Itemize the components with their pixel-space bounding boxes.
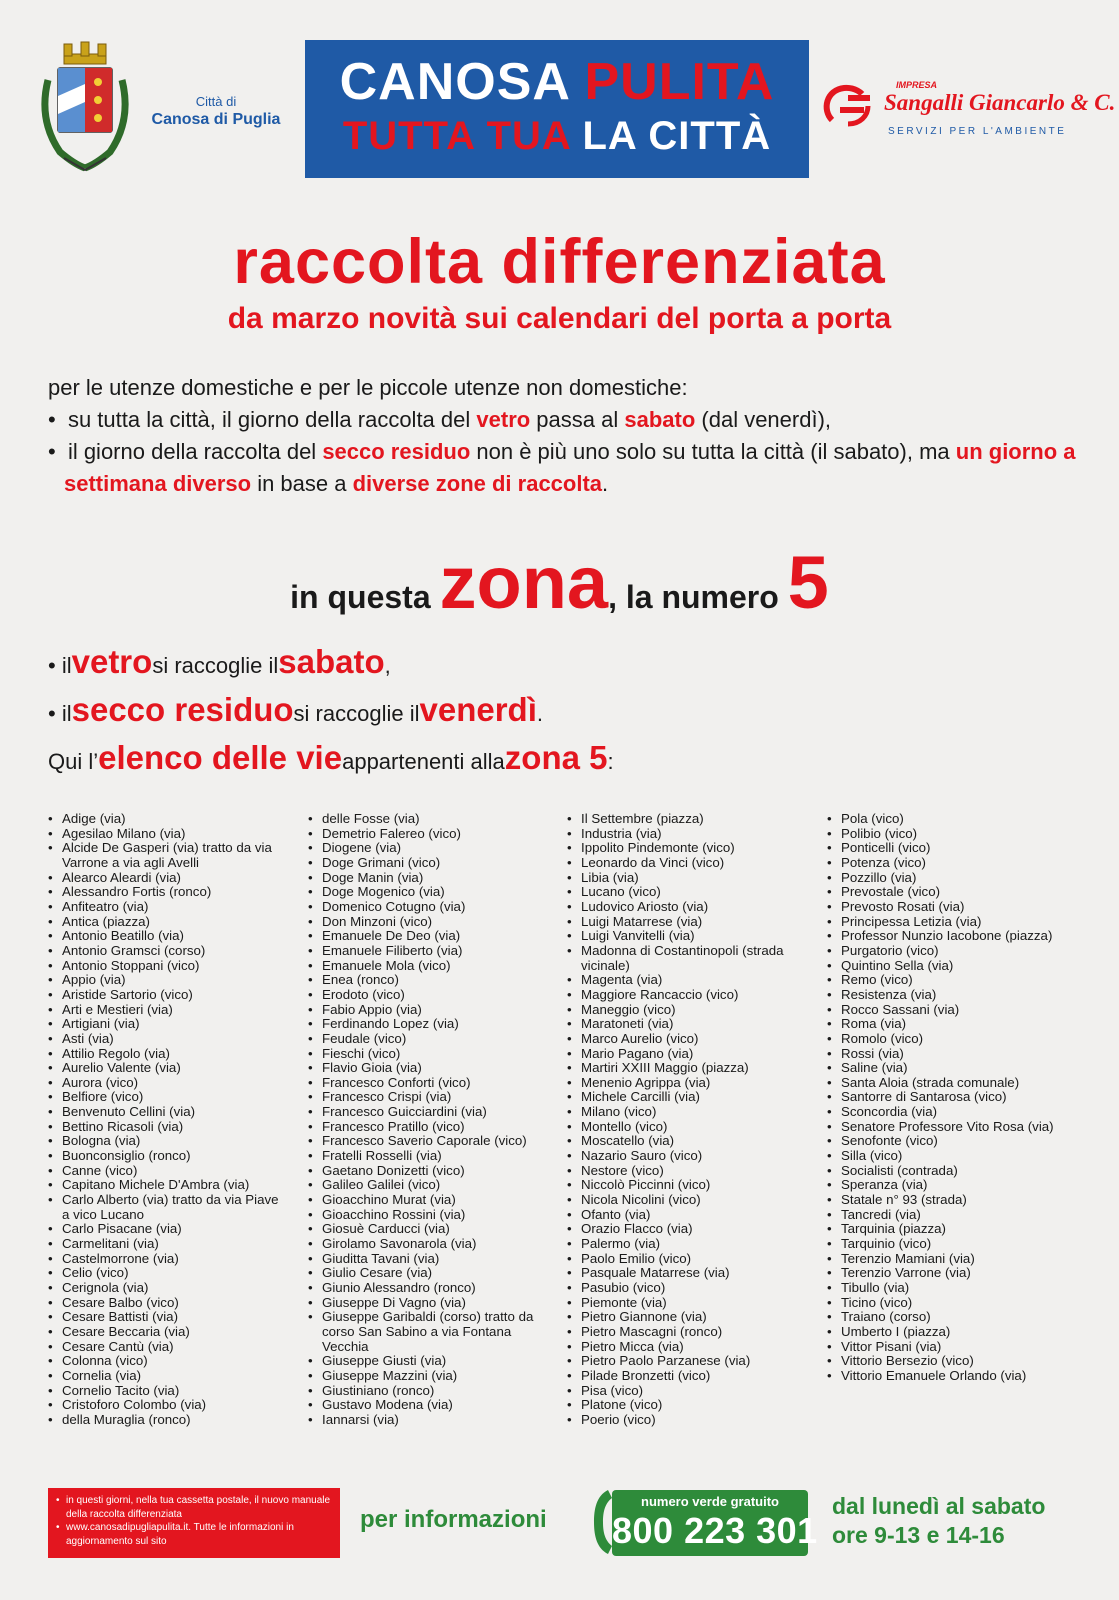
- street-item: • Ofanto (via): [567, 1208, 807, 1223]
- street-item: • Domenico Cotugno (via): [308, 900, 548, 915]
- banner-line-1: CANOSA PULITA: [339, 53, 775, 111]
- intro-text: [48, 372, 1078, 500]
- street-item: • Alearco Aleardi (via): [48, 871, 288, 886]
- street-item: • Pietro Paolo Parzanese (via): [567, 1354, 807, 1369]
- street-column-4: [827, 812, 1067, 1384]
- street-item: • Cornelio Tacito (via): [48, 1384, 288, 1399]
- street-item: • Ferdinando Lopez (via): [308, 1017, 548, 1032]
- footer-note-1: • in questi giorni, nella tua cassetta postale, il nuovo manuale della raccolta differenziata: [56, 1494, 332, 1521]
- street-item: • Antica (piazza): [48, 915, 288, 930]
- street-item: • Platone (vico): [567, 1398, 807, 1413]
- street-item: • Mario Pagano (via): [567, 1047, 807, 1062]
- street-item: • Francesco Conforti (vico): [308, 1076, 548, 1091]
- street-item: • Carmelitani (via): [48, 1237, 288, 1252]
- street-item: • Maggiore Rancaccio (vico): [567, 988, 807, 1003]
- street-item: • Nicola Nicolini (vico): [567, 1193, 807, 1208]
- street-item: • Saline (via): [827, 1061, 1067, 1076]
- intro-bullet-1: • su tutta la città, il giorno della raccolta del vetro passa al sabato (dal venerdì),: [48, 406, 832, 432]
- street-item: • Madonna di Costantinopoli (strada vicinale): [567, 944, 807, 973]
- street-item: • Antonio Stoppani (vico): [48, 959, 288, 974]
- footer-note-2: • www.canosadipugliapulita.it. Tutte le informazioni in aggiornamento sul sito: [56, 1521, 332, 1548]
- phone-number: 800 223 301: [612, 1510, 818, 1551]
- street-item: • Doge Grimani (vico): [308, 856, 548, 871]
- street-item: • Ponticelli (vico): [827, 841, 1067, 856]
- street-item: • Aurora (vico): [48, 1076, 288, 1091]
- street-item: • Senofonte (vico): [827, 1134, 1067, 1149]
- street-item: • Pola (vico): [827, 812, 1067, 827]
- street-item: • Purgatorio (vico): [827, 944, 1067, 959]
- street-item: • Giuseppe Garibaldi (corso) tratto da corso San Sabino a via Fontana Vecchia: [308, 1310, 548, 1354]
- street-item: • Pilade Bronzetti (vico): [567, 1369, 807, 1384]
- street-item: • Magenta (via): [567, 973, 807, 988]
- street-item: • Fieschi (vico): [308, 1047, 548, 1062]
- intro-bullet-2: • il giorno della raccolta del secco residuo non è più uno solo su tutta la città (il sabato), ma un giorno a settimana diverso in base a diverse zone di raccolta.: [48, 438, 1076, 496]
- street-item: • Giustiniano (ronco): [308, 1384, 548, 1399]
- street-item: • Prevostale (vico): [827, 885, 1067, 900]
- street-item: • Arti e Mestieri (via): [48, 1003, 288, 1018]
- street-item: • Poerio (vico): [567, 1413, 807, 1428]
- street-item: • Pietro Micca (via): [567, 1340, 807, 1355]
- street-item: • Rossi (via): [827, 1047, 1067, 1062]
- street-column-3: [567, 812, 807, 1428]
- street-item: • Terenzio Mamiani (via): [827, 1252, 1067, 1267]
- company-logo: [818, 70, 1116, 150]
- hours-times: ore 9-13 e 14-16: [832, 1522, 1005, 1549]
- street-item: • Sconcordia (via): [827, 1105, 1067, 1120]
- street-item: • Resistenza (via): [827, 988, 1067, 1003]
- street-item: • Ludovico Ariosto (via): [567, 900, 807, 915]
- street-item: • Appio (via): [48, 973, 288, 988]
- street-item: • Giuditta Tavani (via): [308, 1252, 548, 1267]
- street-item: • Speranza (via): [827, 1178, 1067, 1193]
- street-item: • Umberto I (piazza): [827, 1325, 1067, 1340]
- street-item: • Don Minzoni (vico): [308, 915, 548, 930]
- street-item: • Traiano (corso): [827, 1310, 1067, 1325]
- street-item: • Socialisti (contrada): [827, 1164, 1067, 1179]
- street-item: • Giuseppe Di Vagno (via): [308, 1296, 548, 1311]
- street-item: • Menenio Agrippa (via): [567, 1076, 807, 1091]
- street-item: • Piemonte (via): [567, 1296, 807, 1311]
- street-item: • Cornelia (via): [48, 1369, 288, 1384]
- street-item: • Lucano (vico): [567, 885, 807, 900]
- street-item: • Emanuele De Deo (via): [308, 929, 548, 944]
- street-item: • Paolo Emilio (vico): [567, 1252, 807, 1267]
- street-item: • Ticino (vico): [827, 1296, 1067, 1311]
- street-item: • Cesare Cantù (via): [48, 1340, 288, 1355]
- street-item: • Antonio Gramsci (corso): [48, 944, 288, 959]
- street-item: • Nestore (vico): [567, 1164, 807, 1179]
- toll-free-number: [592, 1486, 818, 1558]
- street-item: • Rocco Sassani (via): [827, 1003, 1067, 1018]
- street-item: • Luigi Vanvitelli (via): [567, 929, 807, 944]
- street-item: • Demetrio Falereo (vico): [308, 827, 548, 842]
- street-item: • Silla (vico): [827, 1149, 1067, 1164]
- street-item: • Bologna (via): [48, 1134, 288, 1149]
- street-item: • Tarquinio (vico): [827, 1237, 1067, 1252]
- street-item: • Pozzillo (via): [827, 871, 1067, 886]
- street-item: • Luigi Matarrese (via): [567, 915, 807, 930]
- street-item: • Giuseppe Giusti (via): [308, 1354, 548, 1369]
- street-item: • Prevosto Rosati (via): [827, 900, 1067, 915]
- street-item: • Artigiani (via): [48, 1017, 288, 1032]
- campaign-banner: [305, 40, 809, 178]
- subtitle: da marzo novità sui calendari del porta a porta: [227, 302, 892, 335]
- street-item: • Erodoto (vico): [308, 988, 548, 1003]
- street-item: • Cristoforo Colombo (via): [48, 1398, 288, 1413]
- street-item: • Gaetano Donizetti (vico): [308, 1164, 548, 1179]
- hours-days: dal lunedì al sabato: [832, 1493, 1046, 1519]
- street-item: • Statale n° 93 (strada): [827, 1193, 1067, 1208]
- company-prefix: IMPRESA: [896, 80, 938, 90]
- footer-note-box: [48, 1488, 340, 1558]
- per-informazioni: per informazioni: [360, 1506, 547, 1533]
- street-item: • Pisa (vico): [567, 1384, 807, 1399]
- street-item: • Romolo (vico): [827, 1032, 1067, 1047]
- street-item: • delle Fosse (via): [308, 812, 548, 827]
- street-item: • Marco Aurelio (vico): [567, 1032, 807, 1047]
- street-item: • Buonconsiglio (ronco): [48, 1149, 288, 1164]
- street-item: • Orazio Flacco (via): [567, 1222, 807, 1237]
- street-item: • Vittorio Emanuele Orlando (via): [827, 1369, 1067, 1384]
- street-item: • Girolamo Savonarola (via): [308, 1237, 548, 1252]
- street-item: • Francesco Crispi (via): [308, 1090, 548, 1105]
- city-label: [138, 94, 294, 130]
- street-item: • Giulio Cesare (via): [308, 1266, 548, 1281]
- street-item: • Il Settembre (piazza): [567, 812, 807, 827]
- street-item: • Giosuè Carducci (via): [308, 1222, 548, 1237]
- street-item: • Tarquinia (piazza): [827, 1222, 1067, 1237]
- street-item: • Tibullo (via): [827, 1281, 1067, 1296]
- street-item: • Doge Manin (via): [308, 871, 548, 886]
- zone-rules: [48, 645, 614, 789]
- street-item: • Martiri XXIII Maggio (piazza): [567, 1061, 807, 1076]
- street-item: • Palermo (via): [567, 1237, 807, 1252]
- street-item: • Benvenuto Cellini (via): [48, 1105, 288, 1120]
- street-item: • Pasubio (vico): [567, 1281, 807, 1296]
- street-item: • della Muraglia (ronco): [48, 1413, 288, 1428]
- street-item: • Fabio Appio (via): [308, 1003, 548, 1018]
- street-item: • Asti (via): [48, 1032, 288, 1047]
- street-item: • Quintino Sella (via): [827, 959, 1067, 974]
- street-item: • Francesco Pratillo (vico): [308, 1120, 548, 1135]
- street-item: • Santa Aloia (strada comunale): [827, 1076, 1067, 1091]
- street-column-1: [48, 812, 288, 1428]
- street-item: • Tancredi (via): [827, 1208, 1067, 1223]
- street-item: • Potenza (vico): [827, 856, 1067, 871]
- street-item: • Gioacchino Murat (via): [308, 1193, 548, 1208]
- street-item: • Cesare Beccaria (via): [48, 1325, 288, 1340]
- street-item: • Nazario Sauro (vico): [567, 1149, 807, 1164]
- street-item: • Aristide Sartorio (vico): [48, 988, 288, 1003]
- street-item: • Maneggio (vico): [567, 1003, 807, 1018]
- street-item: • Antonio Beatillo (via): [48, 929, 288, 944]
- street-item: • Francesco Saverio Caporale (vico): [308, 1134, 548, 1149]
- street-item: • Pasquale Matarrese (via): [567, 1266, 807, 1281]
- street-item: • Montello (vico): [567, 1120, 807, 1135]
- city-name: Canosa di Puglia: [151, 111, 281, 129]
- street-item: • Terenzio Varrone (via): [827, 1266, 1067, 1281]
- street-item: • Carlo Alberto (via) tratto da via Piave a vico Lucano: [48, 1193, 288, 1222]
- street-item: • Emanuele Mola (vico): [308, 959, 548, 974]
- street-item: • Attilio Regolo (via): [48, 1047, 288, 1062]
- street-item: • Pietro Giannone (via): [567, 1310, 807, 1325]
- zone-number: 5: [787, 541, 829, 624]
- street-item: • Gustavo Modena (via): [308, 1398, 548, 1413]
- street-item: • Castelmorrone (via): [48, 1252, 288, 1267]
- main-title: raccolta differenziata: [233, 227, 886, 297]
- company-name: Sangalli Giancarlo & C.: [884, 90, 1116, 115]
- street-item: • Santorre di Santarosa (vico): [827, 1090, 1067, 1105]
- street-item: • Iannarsi (via): [308, 1413, 548, 1428]
- street-item: • Cesare Balbo (vico): [48, 1296, 288, 1311]
- street-item: • Adige (via): [48, 812, 288, 827]
- street-item: • Maratoneti (via): [567, 1017, 807, 1032]
- street-item: • Alessandro Fortis (ronco): [48, 885, 288, 900]
- street-item: • Bettino Ricasoli (via): [48, 1120, 288, 1135]
- street-item: • Pietro Mascagni (ronco): [567, 1325, 807, 1340]
- phone-pill: [612, 1490, 818, 1556]
- city-coat-of-arms: [34, 40, 136, 176]
- street-item: • Libia (via): [567, 871, 807, 886]
- street-item: • Niccolò Piccinni (vico): [567, 1178, 807, 1193]
- street-item: • Enea (ronco): [308, 973, 548, 988]
- street-item: • Remo (vico): [827, 973, 1067, 988]
- streets-intro: Qui l’ elenco delle vie appartenenti alla zona 5 :: [48, 739, 614, 776]
- street-item: • Cerignola (via): [48, 1281, 288, 1296]
- street-item: • Michele Carcilli (via): [567, 1090, 807, 1105]
- banner-line-2: TUTTA TUA LA CITTÀ: [342, 114, 772, 158]
- street-item: • Colonna (vico): [48, 1354, 288, 1369]
- street-item: • Ippolito Pindemonte (vico): [567, 841, 807, 856]
- rule-secco: • il secco residuo si raccoglie il venerdì .: [48, 691, 543, 728]
- company-tagline: SERVIZI PER L'AMBIENTE: [888, 126, 1067, 137]
- rule-vetro: • il vetro si raccoglie il sabato ,: [48, 643, 391, 680]
- street-item: • Vittor Pisani (via): [827, 1340, 1067, 1355]
- street-item: • Carlo Pisacane (via): [48, 1222, 288, 1237]
- street-item: • Aurelio Valente (via): [48, 1061, 288, 1076]
- street-item: • Feudale (vico): [308, 1032, 548, 1047]
- street-item: • Polibio (vico): [827, 827, 1067, 842]
- city-prefix: Città di: [195, 94, 237, 109]
- street-item: • Principessa Letizia (via): [827, 915, 1067, 930]
- street-item: • Capitano Michele D'Ambra (via): [48, 1178, 288, 1193]
- street-item: • Industria (via): [567, 827, 807, 842]
- street-item: • Canne (vico): [48, 1164, 288, 1179]
- street-item: • Giuseppe Mazzini (via): [308, 1369, 548, 1384]
- street-item: • Anfiteatro (via): [48, 900, 288, 915]
- street-item: • Emanuele Filiberto (via): [308, 944, 548, 959]
- street-item: • Moscatello (via): [567, 1134, 807, 1149]
- street-item: • Diogene (via): [308, 841, 548, 856]
- street-item: • Francesco Guicciardini (via): [308, 1105, 548, 1120]
- street-item: • Senatore Professore Vito Rosa (via): [827, 1120, 1067, 1135]
- street-item: • Agesilao Milano (via): [48, 827, 288, 842]
- company-logo-icon: [818, 80, 878, 130]
- street-item: • Flavio Gioia (via): [308, 1061, 548, 1076]
- street-item: • Celio (vico): [48, 1266, 288, 1281]
- street-item: • Alcide De Gasperi (via) tratto da via Varrone a via agli Avelli: [48, 841, 288, 870]
- opening-hours: [832, 1492, 1045, 1551]
- zone-heading: in questa zona, la numero 5: [290, 541, 829, 624]
- street-item: • Giunio Alessandro (ronco): [308, 1281, 548, 1296]
- street-item: • Galileo Galilei (vico): [308, 1178, 548, 1193]
- street-item: • Roma (via): [827, 1017, 1067, 1032]
- phone-handset-icon: [592, 1486, 614, 1558]
- street-item: • Belfiore (vico): [48, 1090, 288, 1105]
- intro-lead: per le utenze domestiche e per le piccole utenze non domestiche:: [48, 375, 688, 400]
- zone-word: zona: [439, 541, 609, 624]
- street-item: • Fratelli Rosselli (via): [308, 1149, 548, 1164]
- street-item: • Vittorio Bersezio (vico): [827, 1354, 1067, 1369]
- street-item: • Professor Nunzio Iacobone (piazza): [827, 929, 1067, 944]
- street-column-2: [308, 812, 548, 1428]
- numero-verde-label: numero verde gratuito: [641, 1494, 779, 1509]
- street-item: • Milano (vico): [567, 1105, 807, 1120]
- street-item: • Gioacchino Rossini (via): [308, 1208, 548, 1223]
- street-item: • Cesare Battisti (via): [48, 1310, 288, 1325]
- street-item: • Doge Mogenico (via): [308, 885, 548, 900]
- street-item: • Leonardo da Vinci (vico): [567, 856, 807, 871]
